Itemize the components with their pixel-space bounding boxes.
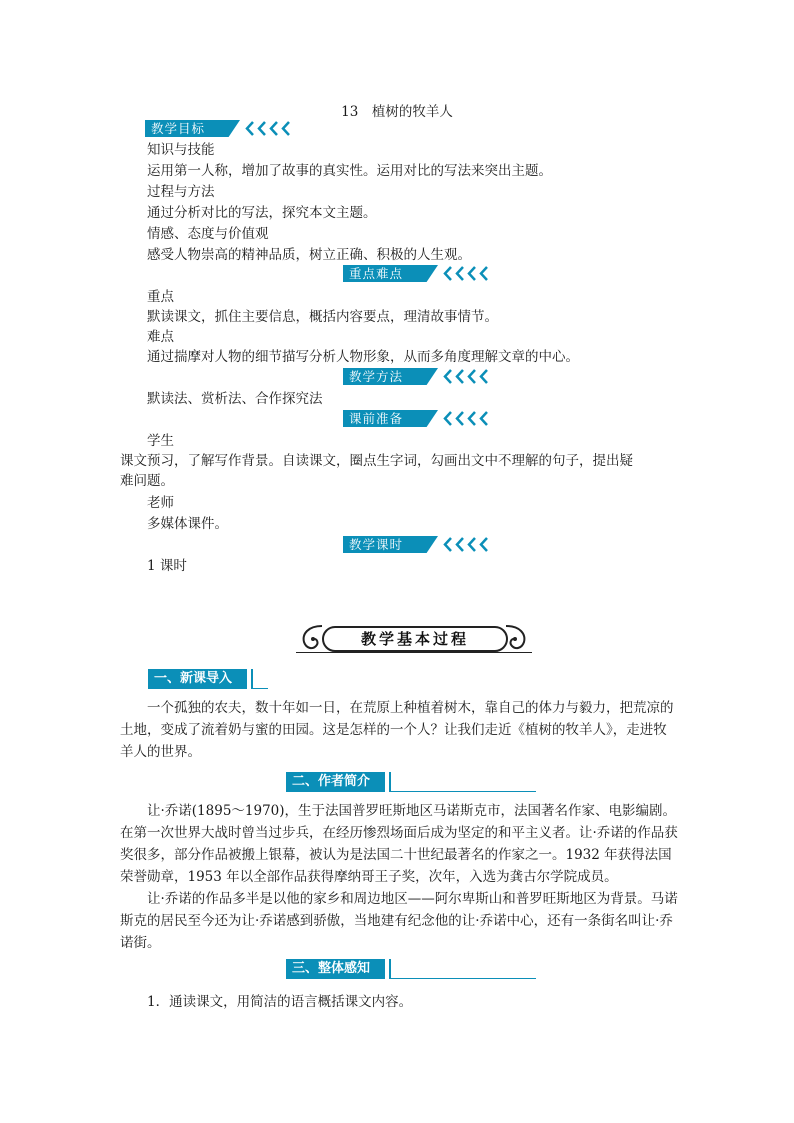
chevron-left-icon [455,369,464,384]
difficulty-heading: 难点 [147,329,174,345]
chevron-left-icon [467,266,476,281]
chevron-left-icon [455,411,464,426]
chevron-left-icon [455,266,464,281]
section-tag-key-points [343,265,488,282]
section-tag-goals [145,120,290,137]
ornament-left-icon [298,622,324,654]
goal-text-values: 感受人物崇高的精神品质，树立正确、积极的人生观。 [147,247,471,263]
student-text-line2: 难问题。 [120,473,174,489]
process-banner [296,622,532,656]
author-paragraph-2: 让·乔诺的作品多半是以他的家乡和周边地区——阿尔卑斯山和普罗旺斯地区为背景。马诺斯克的居民至今还为让·乔诺感到骄傲，当地建有纪念他的让·乔诺中心，还有一条街名叫让·乔诺街。 [120,891,678,951]
heading-underline [251,688,268,689]
chevron-left-icon [479,411,488,426]
teacher-text: 多媒体课件。 [147,516,228,532]
teacher-heading: 老师 [147,495,174,511]
heading-underline [389,791,536,792]
chevron-left-icon [245,121,254,136]
banner-rule [296,652,532,653]
banner-title: 教学基本过程 [360,630,469,648]
ornament-right-icon [504,622,530,654]
section-tag-hours [343,536,488,553]
section-tag-preparation [343,410,488,427]
intro-paragraph: 一个孤独的农夫，数十年如一日，在荒原上种植着树木，靠自己的体力与毅力，把荒凉的土地，变成了流着奶与蜜的田园。这是怎样的一个人？让我们走近《植树的牧羊人》，走进牧羊人的世界。 [120,700,674,760]
heading-label: 三、整体感知 [292,961,371,976]
overview-item-1: 1．通读课文，用简洁的语言概括课文内容。 [147,994,413,1010]
page-title: 13 植树的牧羊人 [341,104,453,120]
tag-label: 教学方法 [349,369,404,384]
section-heading-author [286,772,536,792]
student-text-line1: 课文预习，了解写作背景。自读课文，圈点生字词，勾画出文中不理解的句子，提出疑 [120,453,633,469]
section-tag-methods [343,368,488,385]
chevron-left-icon [479,537,488,552]
chevron-left-icon [467,537,476,552]
tag-label: 重点难点 [349,266,404,281]
heading-edge [389,772,391,792]
methods-text: 默读法、赏析法、合作探究法 [147,391,323,407]
chevron-left-icon [281,121,290,136]
key-text: 默读课文，抓住主要信息，概括内容要点，理清故事情节。 [147,309,498,325]
heading-label: 二、作者简介 [292,774,371,789]
chevron-left-icon [467,369,476,384]
heading-edge [389,959,391,979]
goal-heading-values: 情感、态度与价值观 [147,226,269,242]
chevron-left-icon [455,537,464,552]
heading-edge [251,669,253,689]
section-heading-intro [148,669,268,689]
tag-label: 教学课时 [349,537,404,552]
author-paragraph-1: 让·乔诺(1895～1970)，生于法国普罗旺斯地区马诺斯克市，法国著名作家、电影编剧。在第一次世界大战时曾当过步兵，在经历惨烈场面后成为坚定的和平主义者。让·乔诺的作品获奖很多，部分作品被搬上银幕，被认为是法国二十世纪最著名的作家之一。1932 年获得法国荣誉勋章，1953 年以全部作品获得摩纳哥王子奖，次年，入选为龚古尔学院成员。 [120,803,678,885]
tag-label: 教学目标 [151,121,206,136]
chevron-left-icon [443,411,452,426]
chevron-left-icon [269,121,278,136]
heading-underline [389,978,536,979]
chevron-left-icon [479,266,488,281]
chevron-left-icon [467,411,476,426]
goal-heading-process: 过程与方法 [147,184,215,200]
hours-text: 1 课时 [147,558,187,574]
student-heading: 学生 [147,433,174,449]
chevron-left-icon [479,369,488,384]
section-heading-overview [286,959,536,979]
chevron-left-icon [443,537,452,552]
heading-label: 一、新课导入 [154,671,233,686]
chevron-left-icon [443,266,452,281]
difficulty-text: 通过揣摩对人物的细节描写分析人物形象，从而多角度理解文章的中心。 [147,349,579,365]
key-heading: 重点 [147,289,174,305]
goal-text-knowledge: 运用第一人称，增加了故事的真实性。运用对比的写法来突出主题。 [147,163,552,179]
goal-text-process: 通过分析对比的写法，探究本文主题。 [147,205,377,221]
chevron-left-icon [443,369,452,384]
chevron-left-icon [257,121,266,136]
goal-heading-knowledge: 知识与技能 [147,142,215,158]
tag-label: 课前准备 [349,411,404,426]
